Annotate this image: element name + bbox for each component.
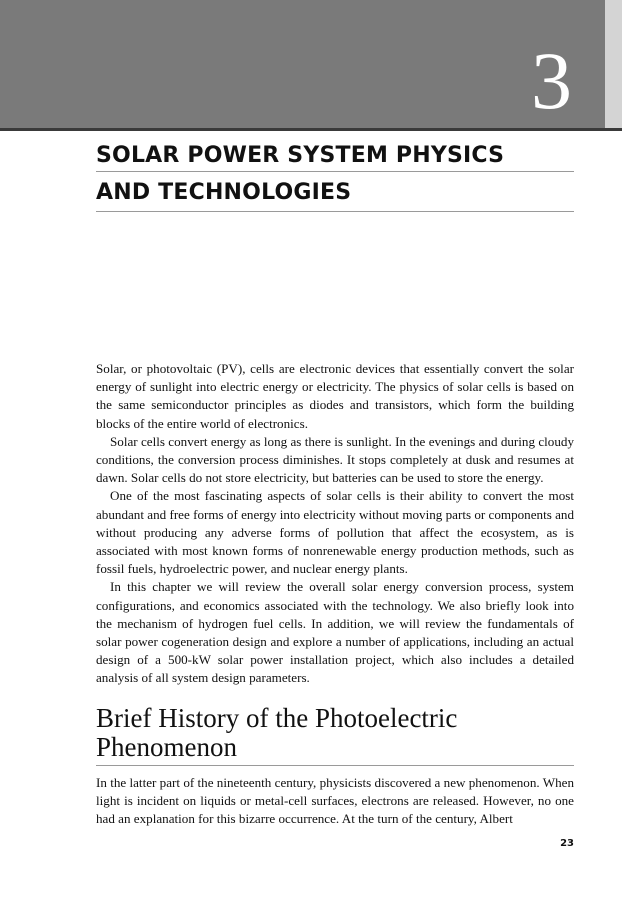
chapter-header-band [0, 0, 605, 128]
body-paragraph-1: Solar, or photovoltaic (PV), cells are electronic devices that essentially convert the solar energy of sunlight into electric energy or electricity. The physics of solar cells is based on the same semiconductor principles as diodes and transistors, which form the building blocks of the entire world of electronics. [96, 361, 574, 431]
chapter-intro-text [96, 360, 574, 688]
body-paragraph-2: Solar cells convert energy as long as there is sunlight. In the evenings and during cloudy conditions, the conversion process diminishes. It stops completely at dusk and resumes at dawn. Solar cells do not store electricity, but batteries can be used to store the energy. [96, 433, 574, 486]
chapter-header-rule [0, 128, 622, 131]
body-paragraph-4: In this chapter we will review the overall solar energy conversion process, system configurations, and economics associated with the technology. We also briefly look into the mechanism of hydrogen fuel cells. In addition, we will review the fundamentals of solar power cogeneration design and explore a number of applications, including an actual design of a 500-kW solar power installation project, which also includes a detailed analysis of all system design parameters. [96, 579, 574, 686]
page-number: 23 [560, 838, 574, 849]
section-paragraph: In the latter part of the nineteenth century, physicists discovered a new phenomenon. When light is incident on liquids or metal-cell surfaces, electrons are released. However, no one had an explanation for this bizarre occurrence. At the turn of the century, Albert [96, 775, 574, 827]
body-paragraph-3: One of the most fascinating aspects of solar cells is their ability to convert the most abundant and free forms of energy into electricity without moving parts or components and without producing any adverse forms of pollution that affect the ecosystem, as is associated with most known forms of nonrenewable energy production methods, such as fossil fuels, hydroelectric power, and nuclear energy plants. [96, 488, 574, 577]
section-heading: Brief History of the Photoelectric Phenomenon [96, 704, 574, 766]
chapter-header-edge-strip [605, 0, 622, 128]
chapter-number: 3 [531, 35, 572, 126]
chapter-title-line-2: AND TECHNOLOGIES [96, 178, 574, 212]
chapter-title-line-1: SOLAR POWER SYSTEM PHYSICS [96, 140, 574, 172]
